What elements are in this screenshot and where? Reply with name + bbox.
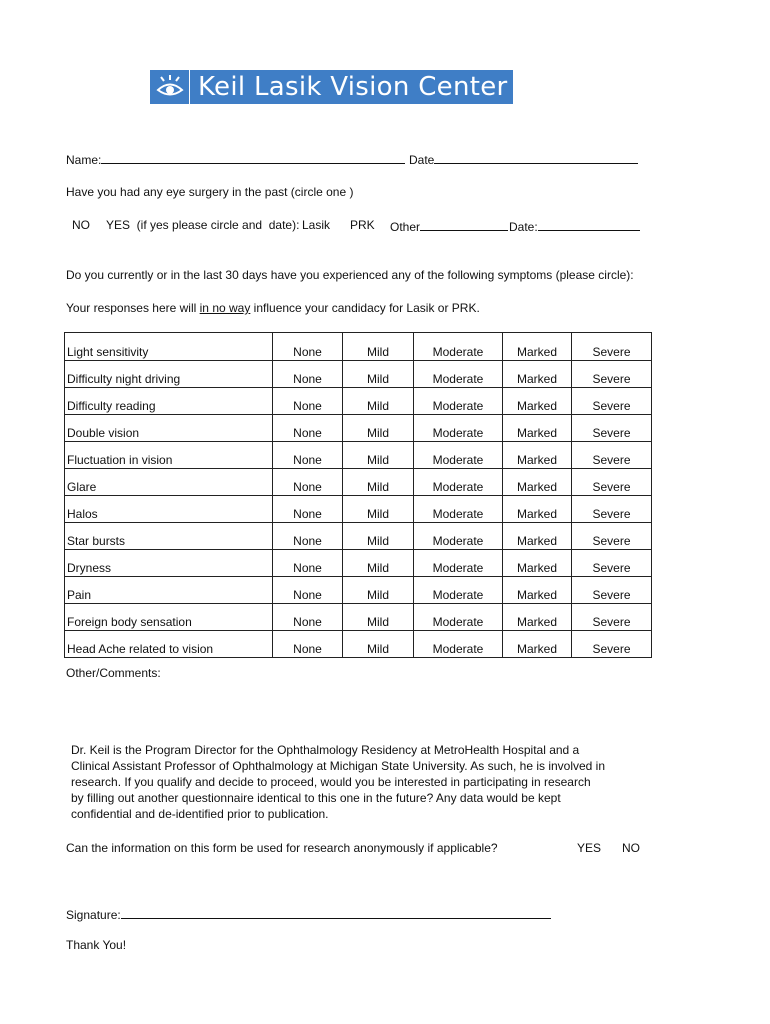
research-paragraph-line: research. If you qualify and decide to proceed, would you be interested in participating in research [71, 775, 591, 789]
research-paragraph [71, 742, 611, 822]
research-paragraph-line: Clinical Assistant Professor of Ophthalmology at Michigan State University. As such, he is involved in [71, 759, 606, 773]
severity-option-none[interactable]: None [273, 523, 343, 550]
severity-option-severe[interactable]: Severe [572, 496, 652, 523]
severity-option-moderate[interactable]: Moderate [414, 577, 503, 604]
severity-option-mild[interactable]: Mild [343, 442, 414, 469]
severity-option-none[interactable]: None [273, 577, 343, 604]
severity-option-moderate[interactable]: Moderate [414, 415, 503, 442]
symptom-label: Dryness [65, 550, 273, 577]
severity-option-marked[interactable]: Marked [503, 333, 572, 361]
severity-option-mild[interactable]: Mild [343, 604, 414, 631]
surgery-question: Have you had any eye surgery in the past (circle one ) [66, 185, 354, 199]
severity-option-marked[interactable]: Marked [503, 442, 572, 469]
severity-option-moderate[interactable]: Moderate [414, 388, 503, 415]
name-field-row [66, 151, 405, 167]
logo-title: Keil Lasik Vision Center [198, 72, 508, 102]
surgery-date-field [509, 218, 640, 234]
surgery-yes-option[interactable]: YES (if yes please circle and date): [106, 218, 300, 232]
severity-option-mild[interactable]: Mild [343, 388, 414, 415]
symptom-row [65, 550, 652, 577]
severity-option-mild[interactable]: Mild [343, 469, 414, 496]
surgery-other-input[interactable] [420, 218, 508, 231]
severity-option-none[interactable]: None [273, 631, 343, 658]
date-input[interactable] [434, 151, 638, 164]
severity-option-marked[interactable]: Marked [503, 631, 572, 658]
severity-option-none[interactable]: None [273, 604, 343, 631]
surgery-date-input[interactable] [538, 218, 640, 231]
severity-option-none[interactable]: None [273, 361, 343, 388]
severity-option-marked[interactable]: Marked [503, 496, 572, 523]
research-paragraph-line: Dr. Keil is the Program Director for the Ophthalmology Residency at MetroHealth Hospital and a [71, 743, 580, 757]
responses-note-suffix: influence your candidacy for Lasik or PRK. [250, 301, 480, 315]
symptoms-question: Do you currently or in the last 30 days have you experienced any of the following symptoms (please circle): [66, 268, 634, 282]
symptom-label: Foreign body sensation [65, 604, 273, 631]
responses-note-prefix: Your responses here will [66, 301, 200, 315]
severity-option-marked[interactable]: Marked [503, 604, 572, 631]
symptom-row [65, 333, 652, 361]
symptom-row [65, 631, 652, 658]
severity-option-mild[interactable]: Mild [343, 631, 414, 658]
severity-option-none[interactable]: None [273, 550, 343, 577]
symptom-row [65, 415, 652, 442]
signature-field [66, 906, 551, 922]
comments-label: Other/Comments: [66, 666, 161, 680]
severity-option-none[interactable]: None [273, 496, 343, 523]
symptom-row [65, 496, 652, 523]
severity-option-severe[interactable]: Severe [572, 550, 652, 577]
name-label: Name: [66, 153, 102, 167]
surgery-prk-option[interactable]: PRK [350, 218, 375, 232]
research-paragraph-line: by filling out another questionnaire identical to this one in the future? Any data would be kept [71, 791, 561, 805]
surgery-date-label: Date: [509, 220, 538, 234]
severity-option-mild[interactable]: Mild [343, 550, 414, 577]
severity-option-moderate[interactable]: Moderate [414, 469, 503, 496]
signature-label: Signature: [66, 908, 121, 922]
responses-note [66, 301, 480, 315]
severity-option-marked[interactable]: Marked [503, 469, 572, 496]
symptom-row [65, 604, 652, 631]
severity-option-severe[interactable]: Severe [572, 333, 652, 361]
severity-option-severe[interactable]: Severe [572, 631, 652, 658]
severity-option-none[interactable]: None [273, 469, 343, 496]
surgery-other-label: Other [390, 220, 421, 234]
severity-option-marked[interactable]: Marked [503, 361, 572, 388]
symptom-label: Pain [65, 577, 273, 604]
severity-option-moderate[interactable]: Moderate [414, 604, 503, 631]
severity-option-mild[interactable]: Mild [343, 496, 414, 523]
name-input[interactable] [101, 151, 405, 164]
date-label: Date [409, 153, 435, 167]
research-no-option[interactable]: NO [622, 841, 640, 855]
symptom-row [65, 442, 652, 469]
severity-option-marked[interactable]: Marked [503, 577, 572, 604]
severity-option-moderate[interactable]: Moderate [414, 442, 503, 469]
symptom-row [65, 361, 652, 388]
severity-option-severe[interactable]: Severe [572, 415, 652, 442]
symptom-row [65, 388, 652, 415]
symptom-row [65, 577, 652, 604]
signature-input[interactable] [121, 906, 551, 919]
symptom-label: Halos [65, 496, 273, 523]
research-yes-option[interactable]: YES [577, 841, 602, 855]
thank-you-text: Thank You! [66, 938, 127, 952]
severity-option-marked[interactable]: Marked [503, 415, 572, 442]
surgery-lasik-option[interactable]: Lasik [302, 218, 331, 232]
severity-option-none[interactable]: None [273, 388, 343, 415]
severity-option-moderate[interactable]: Moderate [414, 631, 503, 658]
symptom-label: Fluctuation in vision [65, 442, 273, 469]
date-field-row [409, 151, 638, 167]
symptom-label: Difficulty reading [65, 388, 273, 415]
severity-option-marked[interactable]: Marked [503, 523, 572, 550]
surgery-other-field [390, 218, 508, 234]
severity-option-mild[interactable]: Mild [343, 333, 414, 361]
severity-option-mild[interactable]: Mild [343, 361, 414, 388]
research-paragraph-line: confidential and de-identified prior to publication. [71, 807, 329, 821]
severity-option-none[interactable]: None [273, 333, 343, 361]
severity-option-severe[interactable]: Severe [572, 469, 652, 496]
severity-option-marked[interactable]: Marked [503, 550, 572, 577]
severity-option-mild[interactable]: Mild [343, 415, 414, 442]
symptom-label: Difficulty night driving [65, 361, 273, 388]
severity-option-moderate[interactable]: Moderate [414, 496, 503, 523]
severity-option-none[interactable]: None [273, 442, 343, 469]
severity-option-mild[interactable]: Mild [343, 523, 414, 550]
severity-option-severe[interactable]: Severe [572, 577, 652, 604]
severity-option-marked[interactable]: Marked [503, 388, 572, 415]
symptoms-table [64, 332, 652, 658]
symptom-label: Light sensitivity [65, 333, 273, 361]
severity-option-moderate[interactable]: Moderate [414, 361, 503, 388]
research-question: Can the information on this form be used for research anonymously if applicable? [66, 841, 498, 855]
severity-option-mild[interactable]: Mild [343, 577, 414, 604]
symptom-label: Star bursts [65, 523, 273, 550]
symptom-row [65, 523, 652, 550]
symptom-row [65, 469, 652, 496]
severity-option-severe[interactable]: Severe [572, 604, 652, 631]
symptom-label: Head Ache related to vision [65, 631, 273, 658]
comments-area[interactable] [66, 684, 646, 732]
responses-note-emphasis: in no way [199, 301, 251, 315]
severity-option-severe[interactable]: Severe [572, 361, 652, 388]
severity-option-none[interactable]: None [273, 415, 343, 442]
surgery-no-option[interactable]: NO [72, 218, 90, 232]
severity-option-severe[interactable]: Severe [572, 523, 652, 550]
severity-option-moderate[interactable]: Moderate [414, 550, 503, 577]
severity-option-moderate[interactable]: Moderate [414, 333, 503, 361]
eye-icon [150, 70, 190, 104]
severity-option-severe[interactable]: Severe [572, 388, 652, 415]
severity-option-moderate[interactable]: Moderate [414, 523, 503, 550]
severity-option-severe[interactable]: Severe [572, 442, 652, 469]
symptom-label: Glare [65, 469, 273, 496]
clinic-logo [150, 70, 513, 104]
symptom-label: Double vision [65, 415, 273, 442]
